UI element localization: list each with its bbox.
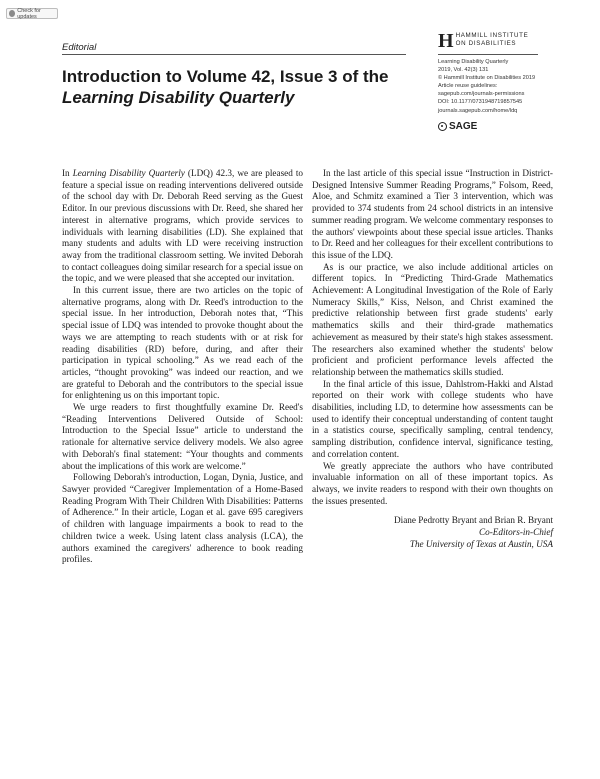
article-title xyxy=(62,66,392,108)
meta-home-link[interactable]: journals.sagepub.com/home/ldq xyxy=(438,107,518,114)
update-check-icon xyxy=(9,10,15,17)
publisher-logo xyxy=(438,32,528,50)
meta-permissions-link[interactable]: sagepub.com/journals-permissions xyxy=(438,91,525,98)
meta-volume: 2019, Vol. 42(3) 131 xyxy=(438,67,489,74)
meta-journal: Learning Disability Quarterly xyxy=(438,59,509,65)
signature-affiliation: The University of Texas at Austin, USA xyxy=(409,538,553,549)
signature-role: Co-Editors-in-Chief xyxy=(478,527,553,538)
sage-logo-icon xyxy=(438,122,447,131)
column-right xyxy=(312,168,553,551)
paragraph-5: In the last article of this special issue “Instruction in District-Designed Intensive Summer Reading Programs,” Folsom, Reed, Aloe, and Schmitz examined a Tier 3 intervention, which was provided to 374 students from 24 school districts in an intensive summer reading program. We welcome commentary responses to the authors' viewpoints about these special issue articles. Thanks to Dr. Reed and her colleagues for their excellent contributions to this issue of the LDQ. xyxy=(312,168,553,260)
paragraph-6: As is our practice, we also include additional articles on different topics. In “Predicting Third-Grade Mathematics Achievement: A Longitudinal Investigation of the Role of Early Numeracy Skills,” Kiss, Nelson, and Christ examined the predictive relationship between first grade students' early mathematics skills and their third-grade mathematics achievement as measured by their state's high stakes assessment. The researchers also examined whether the students' below proficient and proficient performance levels affected the relationship between the mathematics skills studied. xyxy=(312,261,553,377)
meta-doi[interactable]: DOI: 10.1177/0731948719857545 xyxy=(438,99,523,106)
meta-copyright: © Hammill Institute on Disabilities 2019 xyxy=(438,75,536,82)
meta-reuse: Article reuse guidelines: xyxy=(438,83,498,90)
title-journal: Learning Disability Quarterly xyxy=(62,88,295,107)
logo-line-2: ON DISABILITIES xyxy=(455,40,517,47)
header-divider-right xyxy=(438,54,538,55)
p1-journal: Learning Disability Quarterly xyxy=(72,168,185,178)
p1-rest: (LDQ) 42.3, we are pleased to feature a special issue on reading interventions delivered outside of the school day with Dr. Deborah Reed serving as the Guest Editor. In our previous discussions with Dr. Reed, she shared her interest in alternative programs, which provide services to individuals with learning disabilities (LD). She explained that many students and adults with LD were receiving instruction away from the traditional classroom setting. We invited Deborah to contact colleagues doing similar research for a special issue on the topic, and we were pleased that she accepted our invitation. xyxy=(62,168,304,284)
signature-block xyxy=(312,515,553,550)
section-label: Editorial xyxy=(62,42,97,53)
check-for-updates-label: Check for updates xyxy=(17,7,41,20)
check-for-updates-badge[interactable] xyxy=(6,8,58,19)
signature-names: Diane Pedrotty Bryant and Brian R. Bryant xyxy=(394,515,553,526)
paragraph-3: We urge readers to first thoughtfully examine Dr. Reed's “Reading Interventions Delivered Outside of School: Introduction to the Special Issue” article to understand the rationale for alternative service delivery models. We also agree with Deborah's final statement: “Your thoughts and comments about the implications of this work are welcome.” xyxy=(62,402,303,471)
title-text: Introduction to Volume 42, Issue 3 of the xyxy=(62,67,389,86)
paragraph-7: In the final article of this issue, Dahlstrom-Hakki and Alstad reported on their work with college students who have disabilities, including LD, to determine how assessments can be used to identify their conceptual understanding of content taught in a statistics course, specifically sampling, central tendency, sampling distribution, confidence interval, significance testing, and correlation content. xyxy=(312,378,553,459)
sage-logo-text: SAGE xyxy=(449,121,478,132)
sage-logo xyxy=(438,121,477,132)
paragraph-4: Following Deborah's introduction, Logan, Dynia, Justice, and Sawyer provided “Caregiver Implementation of a Home-Based Reading Program With Their Children With Disabilities: Patterns of Adherence.” In their article, Logan et al. gave 695 caregivers of children with language impairments a book to read to the children twice a week. Using latent class analysis (LCA), the authors examined the caregivers' adherence to book reading profiles. xyxy=(62,472,303,565)
paragraph-8: We greatly appreciate the authors who have contributed invaluable information on all of these important topics. As always, we invite readers to respond with their own thoughts on the issues presented. xyxy=(312,460,553,506)
paragraph-2: In this current issue, there are two articles on the topic of alternative programs, along with Dr. Reed's introduction to the special issue. In her introduction, Deborah notes that, “This special issue of LDQ was intended to provoke thought about the ways we are attempting to reach students with or at risk for reading disabilities (RD) before, during, and after their participation in typical schooling.” As we read each of the articles, “thought provoking” was indeed our reaction, and we are grateful to Deborah and the contributors to the special issue for enlightening us on this important topic. xyxy=(62,285,303,401)
column-left xyxy=(62,168,303,566)
header-divider-left xyxy=(62,54,406,55)
p1-intro: In xyxy=(62,168,73,178)
journal-meta xyxy=(438,58,568,115)
logo-line-1: HAMMILL INSTITUTE xyxy=(455,32,529,39)
paragraph-1 xyxy=(62,168,303,285)
hammill-logo-mark: H xyxy=(438,30,453,52)
